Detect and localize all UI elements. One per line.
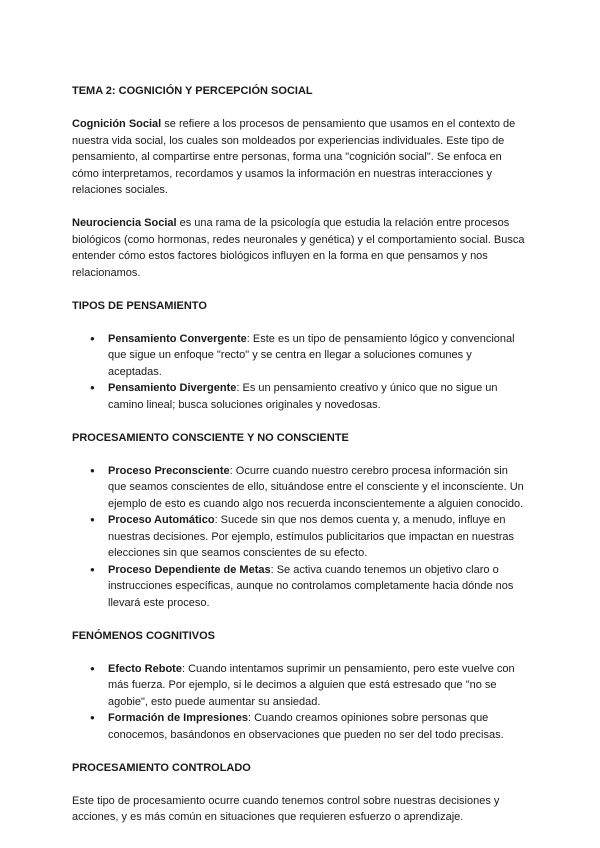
- item-term: Pensamiento Divergente: [108, 382, 237, 394]
- item-term: Efecto Rebote: [108, 662, 182, 675]
- bullet-list-tipos: [72, 331, 528, 414]
- document-body: [72, 83, 528, 826]
- item-term: Formación de Impresiones: [108, 712, 248, 724]
- list-item: [72, 512, 528, 562]
- item-term: Proceso Dependiente de Metas: [108, 563, 271, 576]
- item-text: : Se activa cuando tenemos un objetivo claro o instrucciones específicas, aunque no controlamos completamente hacia dónde nos llevará este proceso.: [108, 563, 514, 609]
- item-term: Proceso Automático: [108, 514, 215, 526]
- definition-term: Neurociencia Social: [72, 217, 177, 229]
- list-item: [72, 710, 528, 743]
- item-text: : Cuando intentamos suprimir un pensamiento, pero este vuelve con más fuerza. Por ejemplo, si le decimos a alguien que está estresado que "no se agobie", esto puede aumentar su ansiedad.: [108, 662, 515, 708]
- list-item: [72, 463, 528, 513]
- item-text: : Ocurre cuando nuestro cerebro procesa información sin que seamos conscientes de ello, situándose entre el consciente y el inconsciente. Un ejemplo de esto es cuando algo nos recuerda inconscientemente a alguien conocido.: [108, 464, 524, 510]
- document-title: TEMA 2: COGNICIÓN Y PERCEPCIÓN SOCIAL: [72, 85, 313, 97]
- item-term: Pensamiento Convergente: [108, 332, 247, 345]
- paragraph-controlado: Este tipo de procesamiento ocurre cuando tenemos control sobre nuestras decisiones y acciones, y es más común en situaciones que requieren esfuerzo o aprendizaje.: [72, 794, 500, 823]
- list-item: [72, 661, 528, 711]
- bullet-list-procesamiento: [72, 463, 528, 612]
- definition-term: Cognición Social: [72, 118, 162, 130]
- item-text: : Es un pensamiento creativo y único que no sigue un camino lineal; busca soluciones originales y novedosas.: [108, 382, 498, 411]
- section-heading-fenomenos: FENÓMENOS COGNITIVOS: [72, 629, 216, 642]
- definition-neurociencia-social: [72, 215, 528, 281]
- item-text: : Este es un tipo de pensamiento lógico y convencional que sigue un enfoque "recto" y se centra en llegar a soluciones comunes y aceptadas.: [108, 332, 515, 378]
- item-term: Proceso Preconsciente: [108, 464, 230, 477]
- item-text: : Sucede sin que nos demos cuenta y, a menudo, influye en nuestras decisiones. Por ejemplo, estímulos publicitarios que impactan en nuestras elecciones sin que seamos conscientes de su efecto.: [108, 514, 514, 559]
- list-item: [72, 562, 528, 612]
- list-item: [72, 380, 528, 413]
- definition-text: es una rama de la psicología que estudia la relación entre procesos biológicos (como hormonas, redes neuronales y genética) y el comportamiento social. Busca entender cómo estos factores biológicos influyen en la forma en que pensamos y nos relacionamos.: [72, 217, 525, 279]
- section-heading-procesamiento: PROCESAMIENTO CONSCIENTE Y NO CONSCIENTE: [72, 431, 349, 444]
- definition-text: se refiere a los procesos de pensamiento que usamos en el contexto de nuestra vida social, los cuales son moldeados por experiencias individuales. Este tipo de pensamiento, al compartirse entre personas, forma una "cognición social". Se enfoca en cómo interpretamos, recordamos y usamos la información en nuestras interacciones y relaciones sociales.: [72, 118, 516, 196]
- list-item: [72, 331, 528, 381]
- section-heading-tipos: TIPOS DE PENSAMIENTO: [72, 299, 207, 312]
- definition-cognicion-social: [72, 116, 528, 199]
- bullet-list-fenomenos: [72, 661, 528, 744]
- item-text: : Cuando creamos opiniones sobre personas que conocemos, basándonos en observaciones que pueden no ser del todo precisas.: [108, 712, 504, 741]
- section-heading-controlado: PROCESAMIENTO CONTROLADO: [72, 761, 251, 774]
